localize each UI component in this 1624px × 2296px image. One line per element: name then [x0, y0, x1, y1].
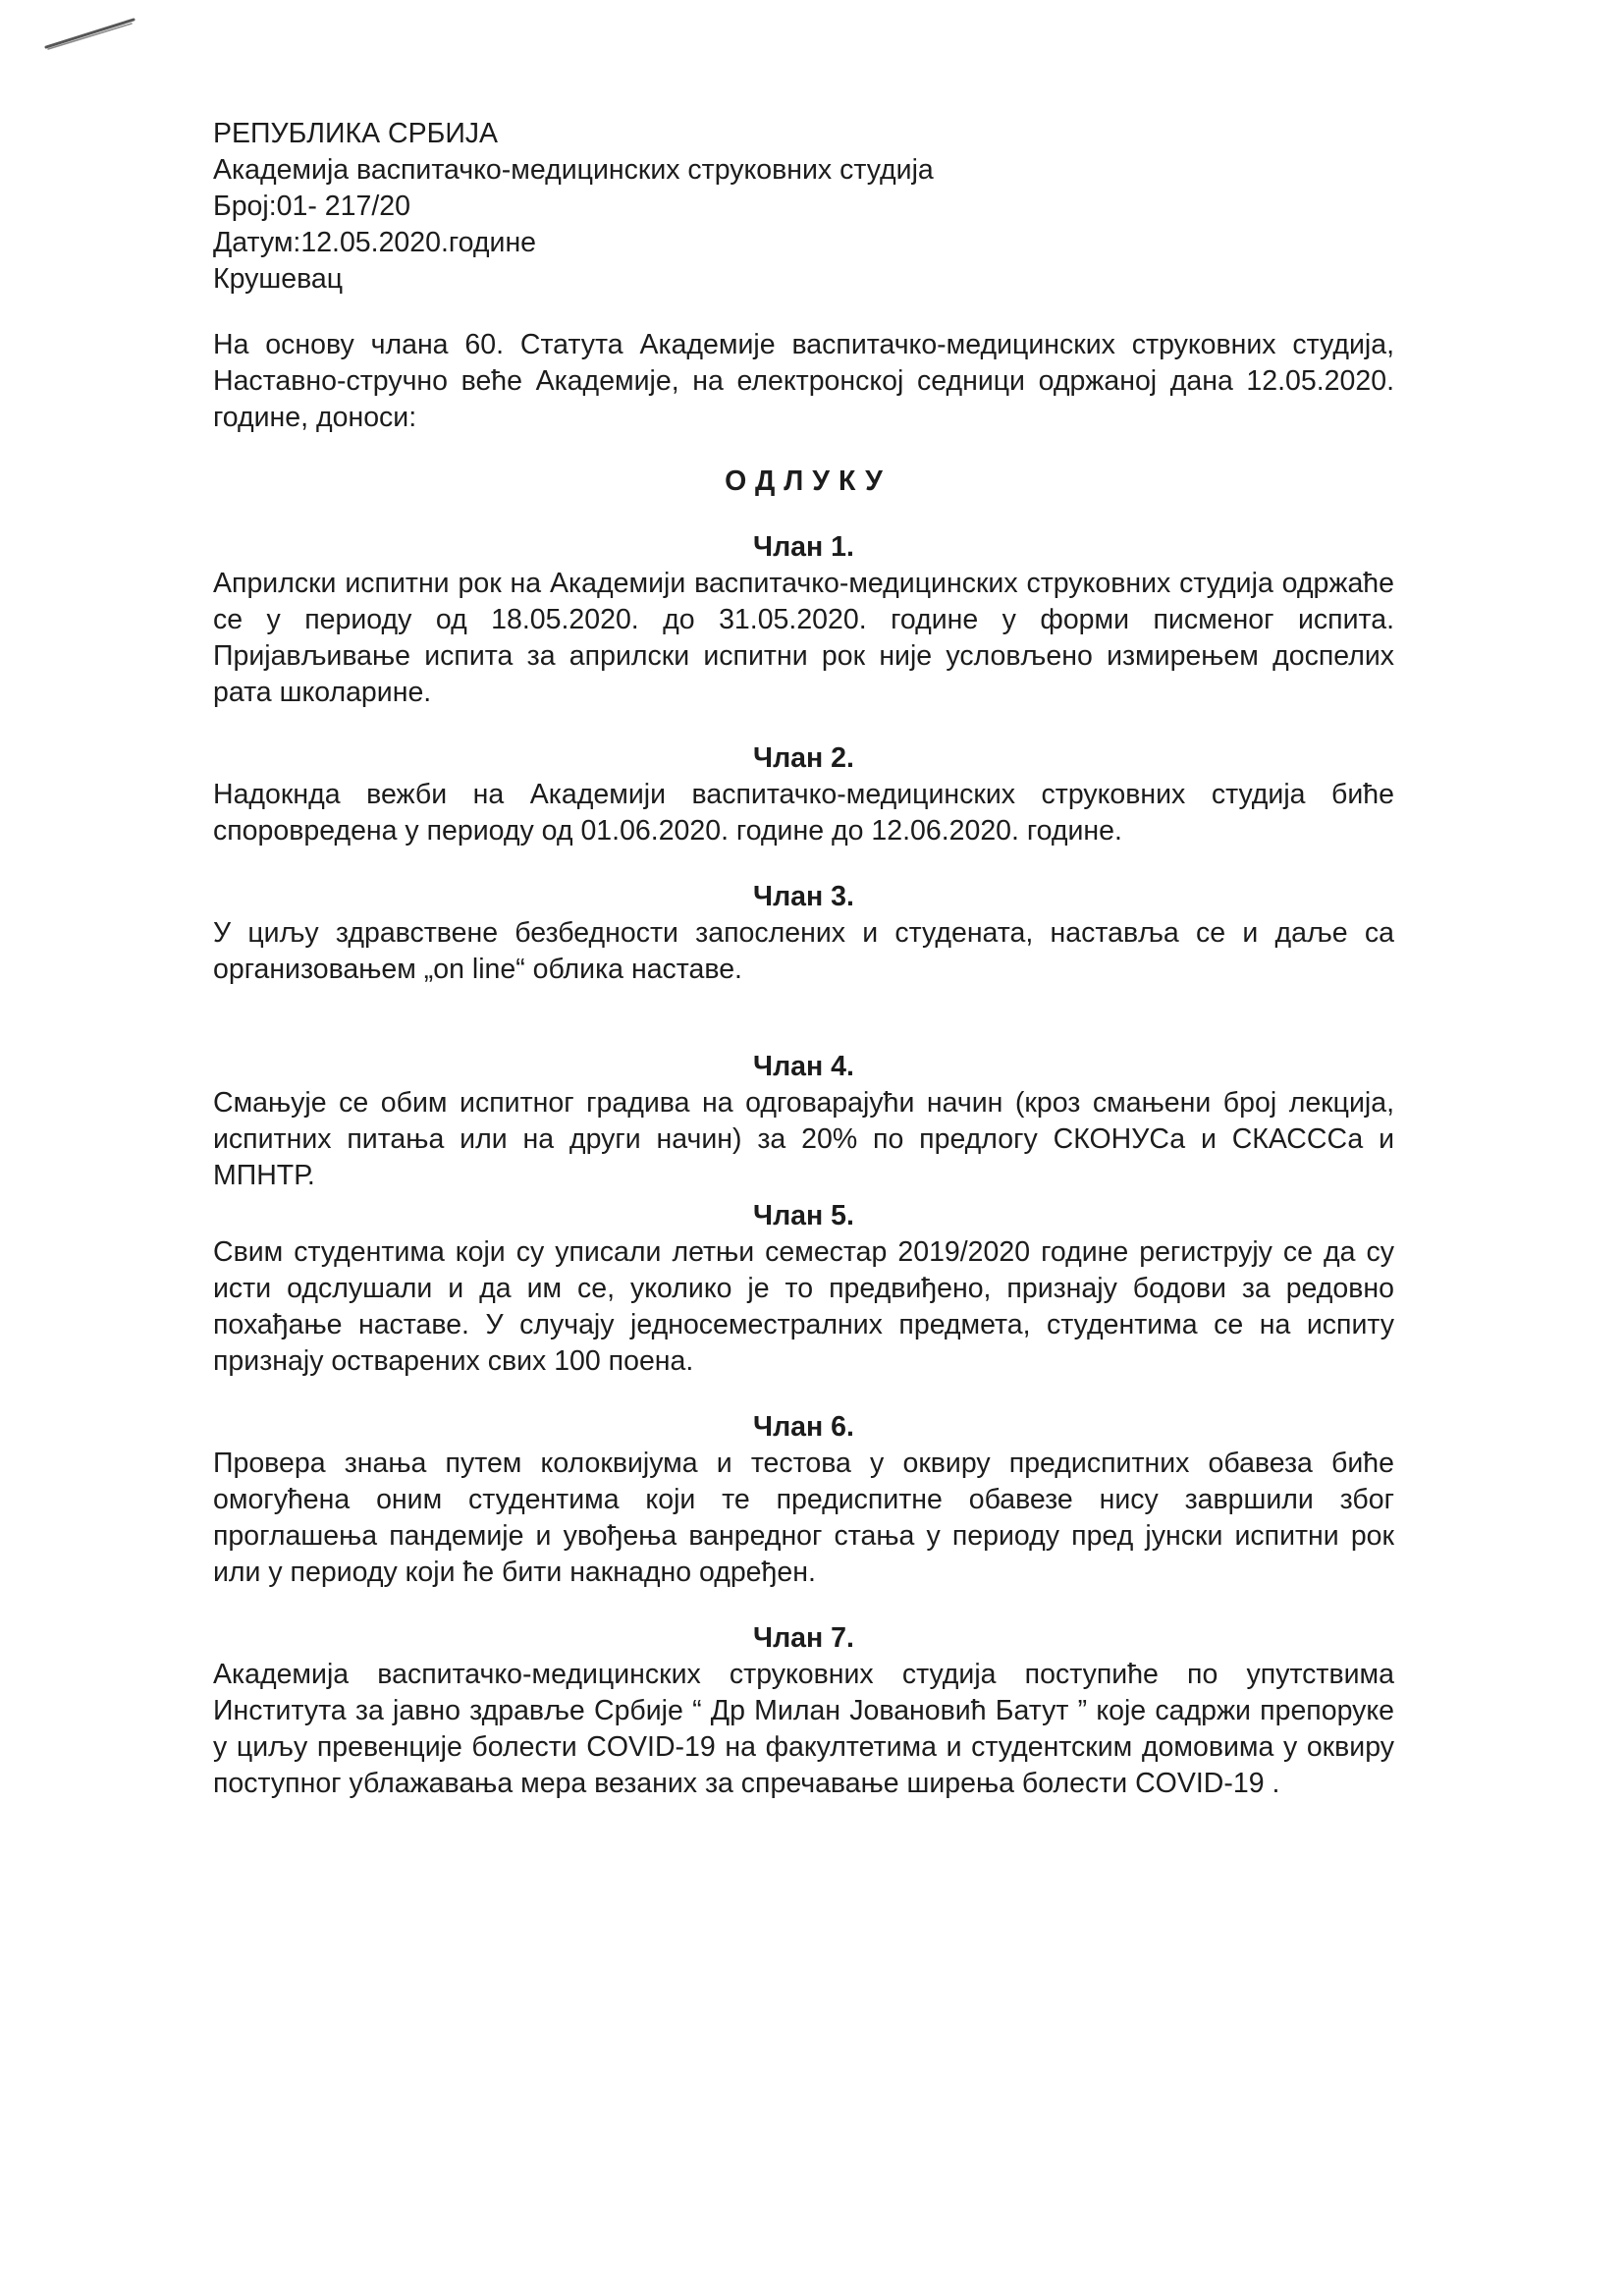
- article-heading: Члан 4.: [753, 1051, 854, 1082]
- article-body: Смањује се обим испитног градива на одговарајући начин (кроз смањени број лекција, испитних питања или на други начин) за 20% по предлогу СКОНУСа и СКАСССа и МПНТР.: [213, 1087, 1394, 1191]
- article-body: Надокнда вежби на Академији васпитачко-медицинских струковних студија биће споровредена у периоду од 01.06.2020. године до 12.06.2020. године.: [213, 779, 1394, 847]
- header-city: Крушевац: [213, 263, 344, 295]
- article-heading: Члан 3.: [753, 881, 854, 912]
- document-body: [213, 116, 1394, 1802]
- article-2: [213, 740, 1394, 849]
- article-heading: Члан 2.: [753, 742, 854, 774]
- article-body: Провера знања путем колоквијума и тестова у оквиру предиспитних обавеза биће омогућена оним студентима који те предиспитне обавезе нису завршили због проглашења пандемије и увођења ванредног стања у периоду пред јунски испитни рок или у периоду који ће бити накнадно одређен.: [213, 1448, 1394, 1588]
- header-country: РЕПУБЛИКА СРБИЈА: [213, 118, 499, 149]
- article-heading: Члан 7.: [753, 1622, 854, 1654]
- article-heading: Члан 6.: [753, 1411, 854, 1443]
- header-institution: Академија васпитачко-медицинских струковних студија: [213, 154, 934, 186]
- article-4: [213, 1049, 1394, 1194]
- article-6: [213, 1409, 1394, 1591]
- article-body: У циљу здравствене безбедности запослених и студената, наставља се и даље са организовањем „on line“ облика наставе.: [213, 917, 1394, 985]
- scan-pen-stroke-mark: [43, 14, 136, 53]
- document-header: [213, 116, 1394, 298]
- article-body: Академија васпитачко-медицинских струковних студија поступиће по упутствима Института за јавно здравље Србије “ Др Милан Јовановић Батут ” које садржи препоруке у циљу превенције болести COVID-19 на факултетима и студентским домовима у оквиру поступног ублажавања мера везаних за спречавање ширења болести COVID-19 .: [213, 1659, 1394, 1799]
- article-heading: Члан 1.: [753, 531, 854, 563]
- article-7: [213, 1620, 1394, 1802]
- article-heading: Члан 5.: [753, 1200, 854, 1231]
- header-date: Датум:12.05.2020.године: [213, 227, 537, 258]
- article-3: [213, 879, 1394, 988]
- intro-paragraph: На основу члана 60. Статута Академије васпитачко-медицинских струковних студија, Наставно-стручно веће Академије, на електронској седници одржаној дана 12.05.2020. године, доноси:: [213, 329, 1394, 433]
- article-body: Свим студентима који су уписали летњи семестар 2019/2020 године региструју се да су исти одслушали и да им се, уколико је то предвиђено, признају бодови за редовно похађање наставе. У случају једносеместралних предмета, студентима се на испиту признају остварених свих 100 поена.: [213, 1236, 1394, 1377]
- header-number: Број:01- 217/20: [213, 191, 410, 222]
- article-body: Априлски испитни рок на Академији васпитачко-медицинских струковних студија одржаће се у периоду од 18.05.2020. до 31.05.2020. године у форми писменог испита. Пријављивање испита за априлски испитни рок није условљено измирењем доспелих рата школарине.: [213, 568, 1394, 708]
- article-5: [213, 1198, 1394, 1380]
- article-1: [213, 529, 1394, 711]
- decision-title: ОДЛУКУ: [725, 465, 892, 497]
